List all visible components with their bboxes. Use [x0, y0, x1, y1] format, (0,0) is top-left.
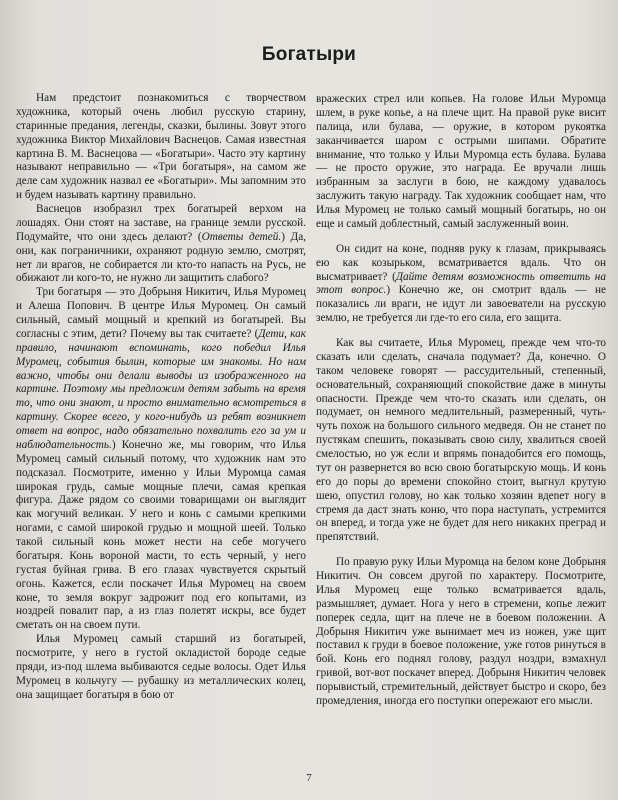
- paragraph: Он сидит на коне, подняв руку к глазам, прикрываясь ею как козырьком, всматривается вдаль. Что он высматривает? (Дайте детям возможность ответить на этот вопрос.) Конечно же, он смотрит вдаль — не показались ли враги, не идут ли завоеватели на русскую землю, не требуется ли где-то его сила, его защита.: [316, 242, 606, 325]
- italic-note: Дайте детям возможность ответить на этот вопрос.: [316, 270, 606, 297]
- left-column: [16, 92, 306, 703]
- italic-note: Дети, как правило, начинают вспоминать, кого победил Илья Муромец, события былин, которые им знакомы. Но нам важно, чтобы они делали выводы из изображенного на картине. Поэтому мы предложим детям забыть на время то, что они знают, и просто внимательно всмотреться в картину. Скорее всего, у кого-нибудь из ребят возникнет ответ на вопрос, надо обязательно похвалить его за ум и наблюдательность.: [16, 327, 307, 451]
- page-title: Богатыри: [261, 44, 357, 65]
- page-number: 7: [306, 772, 312, 784]
- italic-note: Ответы детей.: [201, 230, 282, 243]
- paragraph: Как вы считаете, Илья Муромец, прежде чем что-то сказать или сделать, сначала подумает? Да, конечно. О таком человеке говорят — рассудительный, степенный, основательный, сохраняющий спокойствие даже в минуты опасности. Прежде чем что-то сказать или сделать, он подумает, он немного медлительный, размеренный, чуть-чуть похож на большого сильного медведя. Он не станет по пустякам спешить, показывать свою силу, хвалиться своей смелостью, но уж если и впрямь понадобится его помощь, тут он развернется во всю свою богатырскую мощь. И конь его до поры до времени спокойно стоит, выгнул крутую шею, опустил голову, но как только хозяин вдenет ногу в стремя да даст знать коню, что пора наступать, устремится он вперед, и тогда уже не будет для него никаких преград и препятствий.: [316, 337, 606, 544]
- paragraph: вражеских стрел или копьев. На голове Ильи Муромца шлем, в руке копье, а на плече щит. На правой руке висит палица, или булава, — оружие, в котором рукоятка заканчивается шаром с острыми шипами. Обратите внимание, что только у Ильи Муромца есть булава. Булава — не просто оружие, это награда. Ее вручали лишь избранным за заслуги в бою, не каждому удавалось заслужить такую награду. Так художник сообщает нам, что Илья Муромец не только самый мощный богатырь, но он еще и самый доблестный, самый заслуженный воин.: [316, 93, 606, 230]
- paragraph: Нам предстоит познакомиться с творчеством художника, который очень любил русскую старину, старинные предания, легенды, сказки, былины. Зовут этого художника Виктор Михайлович Васнецов. Самая известная картина В. М. Васнецова — «Богатыри». Часто эту картину называют неправильно — «Три богатыря», на самом же деле сам художник назвал ее «Богатыри». Мы запомним это и будем называть картину правильно.: [16, 92, 306, 202]
- paragraph: Три богатыря — это Добрыня Никитич, Илья Муромец и Алеша Попович. В центре Илья Муромец. Он самый сильный, самый мощный и крепкий из богатырей. Вы согласны с этим, дети? Почему вы так считаете? (Дети, как правило, начинают вспоминать, кого победил Илья Муромец, события былин, которые им знакомы. Но нам важно, чтобы они делали выводы из изображенного на картине. Поэтому мы предложим детям забыть на время то, что они знают, и просто внимательно всмотреться в картину. Скорее всего, у кого-нибудь из ребят возникнет ответ на вопрос, надо обязательно похвалить его за ум и наблюдательность.) Конечно же, мы говорим, что Илья Муромец самый сильный потому, что художник нам это подсказал. Посмотрите, именно у Ильи Муромца самая широкая грудь, самые мощные плечи, самая крепкая фигура. Даже рядом со своими товарищами он выглядит как могучий великан. У него и конь с самыми крепкими ногами, с самой широкой грудью и мощной шеей. Только такой сильный конь может нести на себе могучего богатыря. Конь вороной масти, то есть черный, у него густая буйная грива. В его глазах чувствуется скрытый огонь. Кажется, если поскачет Илья Муромец на своем коне, то земля вокруг задрожит под его копытами, из ноздрей повалит пар, а из глаз полетят искры, все будет сметать он на своем пути.: [16, 286, 307, 632]
- paragraph: Васнецов изобразил трех богатырей верхом на лошадях. Они стоят на заставе, на границе земли русской. Подумайте, что они здесь делают? (Ответы детей.) Да, они, как пограничники, охраняют родную землю, смотрят, нет ли врагов, не собирается ли кто-то напасть на Русь, не обижают ли кого-то, не нужно ли защитить слабого?: [16, 203, 306, 285]
- paragraph: Илья Муромец самый старший из богатырей, посмотрите, у него в густой окладистой бороде седые пряди, из-под шлема выбиваются седые волосы. Одет Илья Муромец в кольчугу — рубашку из металлических колец, она защищает богатыря в бою от: [16, 633, 306, 701]
- right-column: [316, 93, 606, 709]
- paragraph: По правую руку Ильи Муромца на белом коне Добрыня Никитич. Он совсем другой по характеру. Посмотрите, Илья Муромец еще только всматривается вдаль, размышляет, думает. Нога у него в стремени, копье лежит поперек седла, щит на плече не в боевом положении. А Добрыня Никитич уже вынимает меч из ножен, уже щит поставил к груди в боевое положение, уже готов ринуться в бой. Конь его поднял голову, раздул ноздри, взмахнул гривой, вот-вот поскачет вперед. Добрыня Никитич человек порывистый, стремительный, действует быстро и скоро, без промедления, иногда его поступки опережают его мысли.: [316, 556, 606, 707]
